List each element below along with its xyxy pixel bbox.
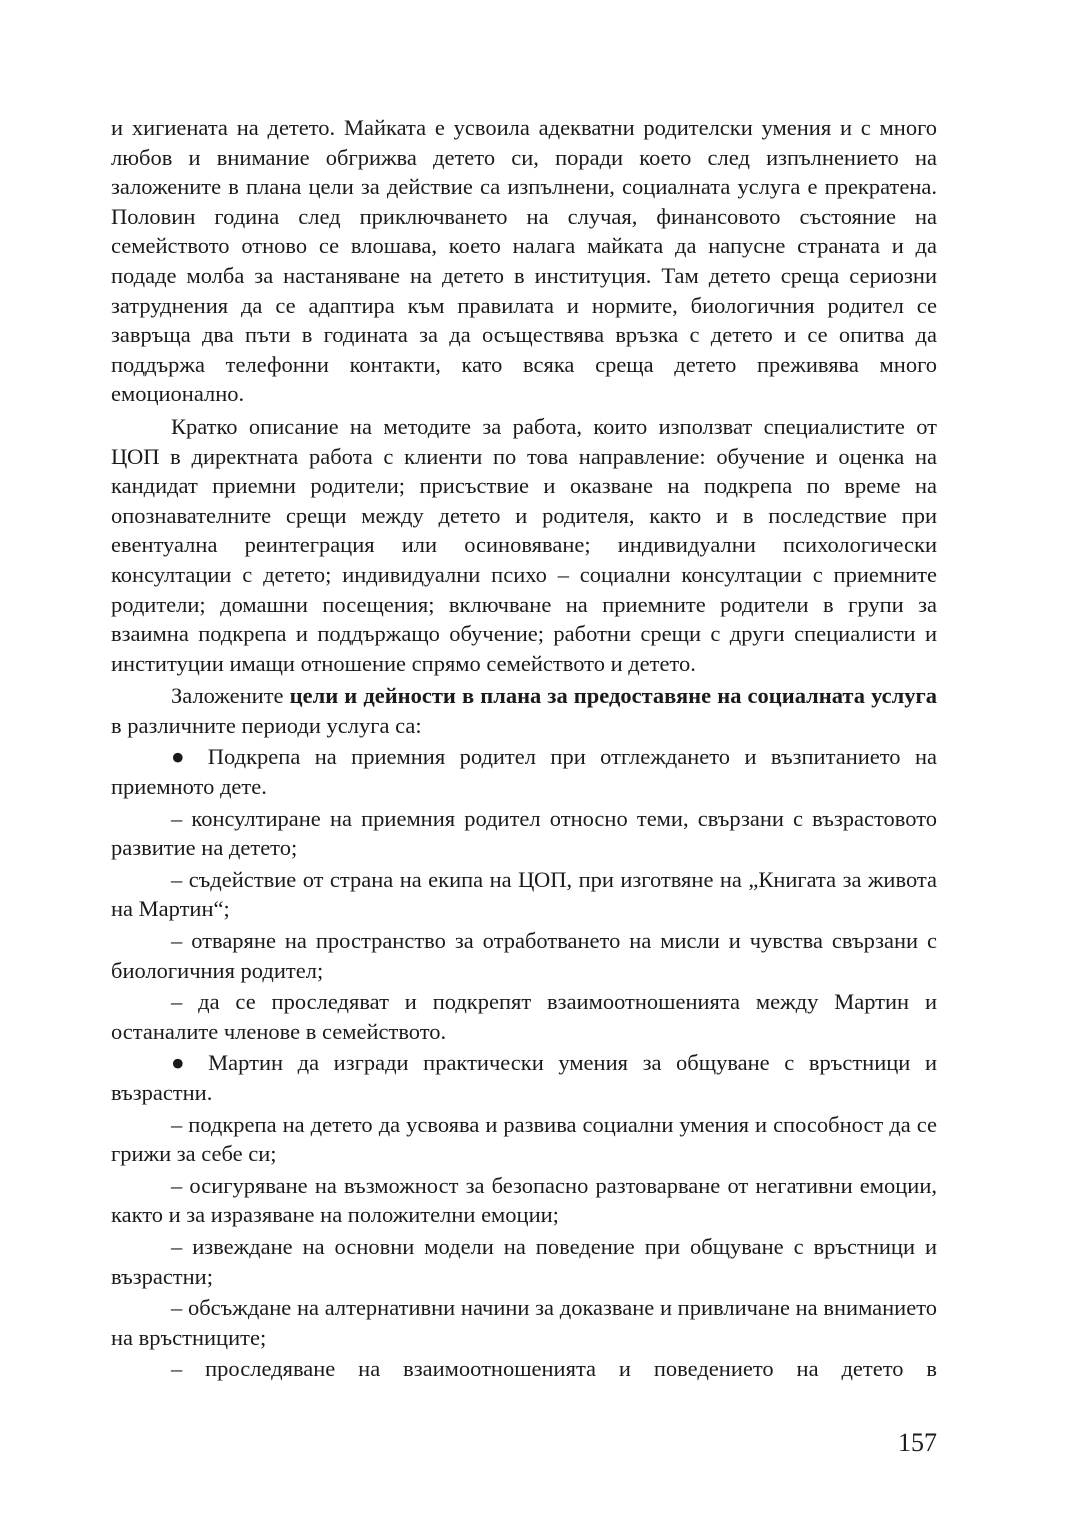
document-body <box>111 113 937 1384</box>
bullet-goal-2: ● Мартин да изгради практически умения за общуване с връстници и възрастни. <box>111 1050 937 1105</box>
goals-intro-start: Заложените <box>171 683 290 709</box>
page-number: 157 <box>898 1428 937 1457</box>
paragraph-methods: Кратко описание на методите за работа, които използват специалистите от ЦОП в директната работа с клиенти по това направление: обучение и оценка на кандидат приемни родители; присъствие и оказване на подкрепа по време на опознавателните срещи между детето и родителя, както и в последствие при евентуална реинтеграция или осиновяване; индивидуални психологически консултации с детето; индивидуални психо – социални консултации с приемните родители; домашни посещения; включване на приемните родители в групи за взаимна подкрепа и поддържащо обучение; работни срещи с други специалисти и институции имащи отношение спрямо семейството и детето. <box>111 413 937 676</box>
goal-2-activity-3: – извеждане на основни модели на поведение при общуване с връстници и възрастни; <box>111 1233 937 1289</box>
goal-2-activity-1: – подкрепа на детето да усвоява и развива социални умения и способност да се грижи за себе си; <box>111 1111 937 1167</box>
bullet-goal-1: ● Подкрепа на приемния родител при отглеждането и възпитанието на приемното дете. <box>111 744 937 800</box>
goal-1-activity-1: – консултиране на приемния родител относно теми, свързани с възрастовото развитие на детето; <box>111 805 937 861</box>
goals-intro-bold: цели и дейности в плана за предоставяне на социалната услуга <box>289 683 937 709</box>
goal-1-activity-4: – да се проследяват и подкрепят взаимоотношенията между Мартин и останалите членове в семейството. <box>111 989 937 1044</box>
paragraph-goals-intro <box>111 681 937 740</box>
goal-1-activity-3: – отваряне на пространство за отработването на мисли и чувства свързани с биологичния родител; <box>111 928 937 983</box>
paragraph-case-summary: и хигиената на детето. Майката е усвоила адекватни родителски умения и с много любов и внимание обгрижва детето си, поради което след изпълнението на заложените в плана цели за действие са изпълнени, социалната услуга е прекратена. Половин година след приключването на случая, финансовото състояние на семейството отново се влошава, което налага майката да напусне страната и да подаде молба за настаняване на детето в институция. Там детето среща сериозни затруднения да се адаптира към правилата и нормите, биологичния родител се завръща два пъти в годината за да осъществява връзка с детето и се опитва да поддържа телефонни контакти, като всяка среща детето преживява много емоционално. <box>111 115 937 407</box>
goal-2-activity-4: – обсъждане на алтернативни начини за доказване и привличане на вниманието на връстниците; <box>111 1295 937 1350</box>
goal-1-activity-2: – съдействие от страна на екипа на ЦОП, при изготвяне на „Книгата за живота на Мартин“; <box>111 866 937 922</box>
goals-intro-end: в различните периоди услуга са: <box>111 712 422 738</box>
goal-2-activity-5: – проследяване на взаимоотношенията и поведението на детето в <box>171 1356 937 1382</box>
goal-2-activity-2: – осигуряване на възможност за безопасно разтоварване от негативни емоции, както и за изразяване на положителни емоции; <box>111 1172 937 1228</box>
